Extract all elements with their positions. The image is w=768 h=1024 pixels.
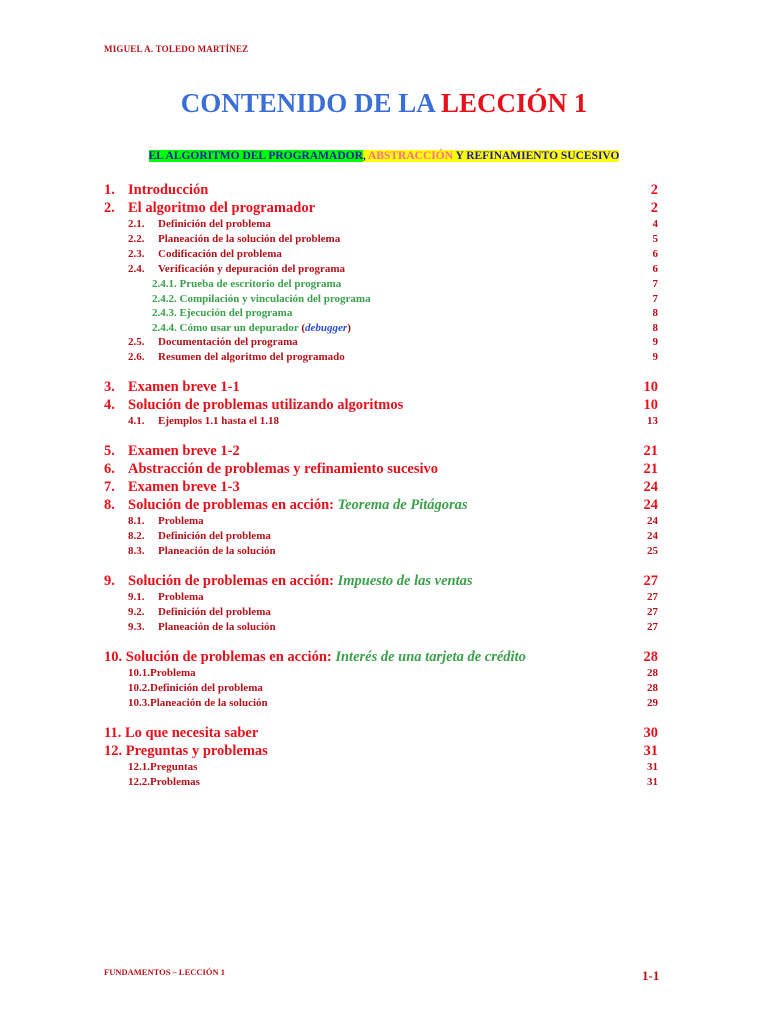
toc-text: Solución de problemas en acción: bbox=[125, 649, 332, 665]
toc-num: 9. bbox=[104, 573, 115, 589]
toc-page: 24 bbox=[647, 530, 658, 542]
page-title bbox=[0, 88, 768, 119]
running-header: MIGUEL A. TOLEDO MARTÍNEZ bbox=[104, 44, 249, 54]
toc-num: 2.4. bbox=[128, 263, 145, 275]
toc-text: Solución de problemas utilizando algoritmos bbox=[128, 397, 404, 413]
toc-page: 27 bbox=[647, 606, 658, 618]
toc-page: 2 bbox=[650, 182, 658, 198]
toc-text: Lo que necesita saber bbox=[124, 725, 259, 741]
toc-text: 12.2.Problemas bbox=[128, 776, 200, 788]
toc-entry-8-1[interactable] bbox=[104, 514, 658, 529]
toc-entry-5[interactable] bbox=[104, 442, 658, 460]
toc-page: 30 bbox=[643, 725, 658, 741]
toc-text: Documentación del programa bbox=[158, 336, 298, 348]
subtitle-part-2: ABSTRACCIÓN bbox=[368, 150, 454, 162]
toc-num: 8.2. bbox=[128, 530, 145, 542]
toc-num: 9.2. bbox=[128, 606, 145, 618]
toc-page: 27 bbox=[647, 621, 658, 633]
toc-page: 4 bbox=[652, 218, 658, 230]
toc-entry-8-3[interactable] bbox=[104, 544, 658, 559]
toc-text: 10.3.Planeación de la solución bbox=[128, 697, 268, 709]
running-footer: FUNDAMENTOS – LECCIÓN 1 bbox=[104, 967, 225, 977]
toc-page: 7 bbox=[652, 278, 658, 290]
toc-entry-2-3[interactable] bbox=[104, 247, 658, 262]
toc-num: 10. bbox=[104, 649, 123, 665]
toc-italic-topic: Interés de una tarjeta de crédito bbox=[335, 649, 526, 665]
toc-page: 31 bbox=[643, 743, 658, 759]
toc-italic-topic: Teorema de Pitágoras bbox=[337, 497, 468, 513]
toc-entry-2-4[interactable] bbox=[104, 262, 658, 277]
toc-page: 28 bbox=[647, 667, 658, 679]
spacer bbox=[104, 429, 658, 442]
toc-entry-1[interactable] bbox=[104, 181, 658, 199]
toc-entry-10-2[interactable] bbox=[104, 681, 658, 696]
toc-entry-8[interactable] bbox=[104, 496, 658, 514]
toc-entry-4-1[interactable] bbox=[104, 414, 658, 429]
toc-text: Codificación del problema bbox=[158, 248, 282, 260]
toc-page: 25 bbox=[647, 545, 658, 557]
toc-entry-11[interactable] bbox=[104, 724, 658, 742]
toc-entry-6[interactable] bbox=[104, 460, 658, 478]
toc-text: Problema bbox=[158, 515, 204, 527]
toc-paren-open: ( bbox=[301, 321, 306, 334]
toc-text: Definición del problema bbox=[158, 530, 271, 542]
toc-num: 11. bbox=[104, 725, 122, 741]
toc-num: 3. bbox=[104, 379, 115, 395]
toc-entry-10[interactable] bbox=[104, 648, 658, 666]
toc-page: 21 bbox=[643, 443, 658, 459]
toc-page: 28 bbox=[647, 682, 658, 694]
toc-text: Planeación de la solución bbox=[158, 621, 276, 633]
toc-num: 2.1. bbox=[128, 218, 145, 230]
title-part-blue: CONTENIDO DE LA bbox=[180, 88, 441, 118]
spacer bbox=[104, 559, 658, 572]
toc-entry-2[interactable] bbox=[104, 199, 658, 217]
toc-entry-2-4-2[interactable] bbox=[104, 292, 658, 307]
toc-page: 28 bbox=[643, 649, 658, 665]
toc-text: 12.1.Preguntas bbox=[128, 761, 198, 773]
toc-num: 8.1. bbox=[128, 515, 145, 527]
toc-page: 10 bbox=[643, 397, 658, 413]
toc-entry-2-5[interactable] bbox=[104, 335, 658, 350]
toc-text: Planeación de la solución bbox=[158, 545, 276, 557]
toc-entry-10-1[interactable] bbox=[104, 666, 658, 681]
toc-num: 2. bbox=[104, 200, 115, 216]
toc-entry-8-2[interactable] bbox=[104, 529, 658, 544]
toc-entry-9-2[interactable] bbox=[104, 605, 658, 620]
toc-num: 2.5. bbox=[128, 336, 145, 348]
toc-text: 2.4.2. Compilación y vinculación del programa bbox=[152, 292, 371, 305]
toc-text: Examen breve 1-1 bbox=[128, 379, 240, 395]
toc-entry-2-2[interactable] bbox=[104, 232, 658, 247]
table-of-contents bbox=[104, 181, 658, 790]
toc-text: 2.4.3. Ejecución del programa bbox=[152, 307, 293, 319]
toc-entry-2-4-3[interactable] bbox=[104, 306, 658, 321]
toc-entry-10-3[interactable] bbox=[104, 696, 658, 711]
toc-page: 29 bbox=[647, 697, 658, 709]
toc-num: 8.3. bbox=[128, 545, 145, 557]
toc-entry-7[interactable] bbox=[104, 478, 658, 496]
toc-italic-topic: Impuesto de las ventas bbox=[337, 573, 473, 589]
toc-page: 5 bbox=[652, 233, 658, 245]
toc-text: El algoritmo del programador bbox=[128, 200, 316, 216]
toc-text: 2.4.1. Prueba de escritorio del programa bbox=[152, 278, 342, 290]
toc-entry-9[interactable] bbox=[104, 572, 658, 590]
toc-num: 4. bbox=[104, 397, 115, 413]
toc-page: 9 bbox=[652, 336, 658, 348]
toc-text: 10.2.Definición del problema bbox=[128, 682, 263, 694]
toc-page: 10 bbox=[643, 379, 658, 395]
toc-text: Verificación y depuración del programa bbox=[158, 263, 345, 275]
toc-page: 31 bbox=[647, 761, 658, 773]
toc-num: 9.3. bbox=[128, 621, 145, 633]
toc-entry-12-2[interactable] bbox=[104, 775, 658, 790]
toc-page: 8 bbox=[652, 307, 658, 319]
toc-entry-2-1[interactable] bbox=[104, 217, 658, 232]
toc-text: Examen breve 1-2 bbox=[128, 443, 240, 459]
toc-page: 27 bbox=[647, 591, 658, 603]
toc-num: 2.2. bbox=[128, 233, 145, 245]
page-number: 1-1 bbox=[642, 968, 660, 983]
toc-entry-12-1[interactable] bbox=[104, 760, 658, 775]
toc-page: 31 bbox=[647, 776, 658, 788]
toc-num: 4.1. bbox=[128, 415, 145, 427]
toc-italic-term: debugger bbox=[305, 321, 348, 334]
toc-text: Solución de problemas en acción: bbox=[128, 573, 334, 589]
spacer bbox=[104, 711, 658, 724]
toc-num: 1. bbox=[104, 182, 115, 198]
toc-num: 9.1. bbox=[128, 591, 145, 603]
toc-entry-9-3[interactable] bbox=[104, 620, 658, 635]
toc-text: 2.4.4. Cómo usar un depurador bbox=[152, 321, 302, 334]
toc-text: Planeación de la solución del problema bbox=[158, 233, 341, 245]
subtitle-part-3: Y REFINAMIENTO SUCESIVO bbox=[453, 150, 620, 162]
toc-num: 7. bbox=[104, 479, 115, 495]
toc-page: 24 bbox=[647, 515, 658, 527]
lesson-subtitle bbox=[0, 150, 768, 162]
toc-entry-3[interactable] bbox=[104, 378, 658, 396]
toc-page: 6 bbox=[652, 263, 658, 275]
toc-paren-close: ) bbox=[347, 321, 351, 334]
toc-num: 12. bbox=[104, 743, 123, 759]
toc-text: Definición del problema bbox=[158, 218, 271, 230]
toc-text: Abstracción de problemas y refinamiento sucesivo bbox=[128, 461, 438, 477]
toc-entry-2-4-4[interactable] bbox=[104, 321, 658, 336]
toc-page: 9 bbox=[652, 351, 658, 363]
toc-text: 10.1.Problema bbox=[128, 667, 196, 679]
toc-num: 8. bbox=[104, 497, 115, 513]
toc-page: 8 bbox=[652, 321, 658, 334]
toc-entry-2-4-1[interactable] bbox=[104, 277, 658, 292]
toc-page: 24 bbox=[643, 497, 658, 513]
title-part-red: LECCIÓN 1 bbox=[441, 88, 588, 118]
spacer bbox=[104, 635, 658, 648]
toc-entry-9-1[interactable] bbox=[104, 590, 658, 605]
toc-num: 6. bbox=[104, 461, 115, 477]
toc-page: 6 bbox=[652, 248, 658, 260]
toc-text: Resumen del algoritmo del programado bbox=[158, 351, 345, 363]
subtitle-sep: , bbox=[362, 150, 369, 162]
spacer bbox=[104, 365, 658, 378]
toc-page: 24 bbox=[643, 479, 658, 495]
toc-page: 21 bbox=[643, 461, 658, 477]
toc-num: 5. bbox=[104, 443, 115, 459]
toc-page: 13 bbox=[647, 415, 658, 427]
toc-text: Ejemplos 1.1 hasta el 1.18 bbox=[158, 415, 279, 427]
toc-num: 2.6. bbox=[128, 351, 145, 363]
toc-page: 27 bbox=[643, 573, 658, 589]
toc-entry-4[interactable] bbox=[104, 396, 658, 414]
toc-text: Definición del problema bbox=[158, 606, 271, 618]
toc-text: Solución de problemas en acción: bbox=[128, 497, 334, 513]
toc-page: 2 bbox=[650, 200, 658, 216]
toc-entry-12[interactable] bbox=[104, 742, 658, 760]
toc-text: Preguntas y problemas bbox=[125, 743, 268, 759]
toc-text: Introducción bbox=[128, 182, 209, 198]
toc-text: Examen breve 1-3 bbox=[128, 479, 240, 495]
toc-entry-2-6[interactable] bbox=[104, 350, 658, 365]
subtitle-part-1: EL ALGORITMO DEL PROGRAMADOR bbox=[148, 150, 363, 162]
toc-page: 7 bbox=[652, 292, 658, 305]
toc-num: 2.3. bbox=[128, 248, 145, 260]
toc-text: Problema bbox=[158, 591, 204, 603]
